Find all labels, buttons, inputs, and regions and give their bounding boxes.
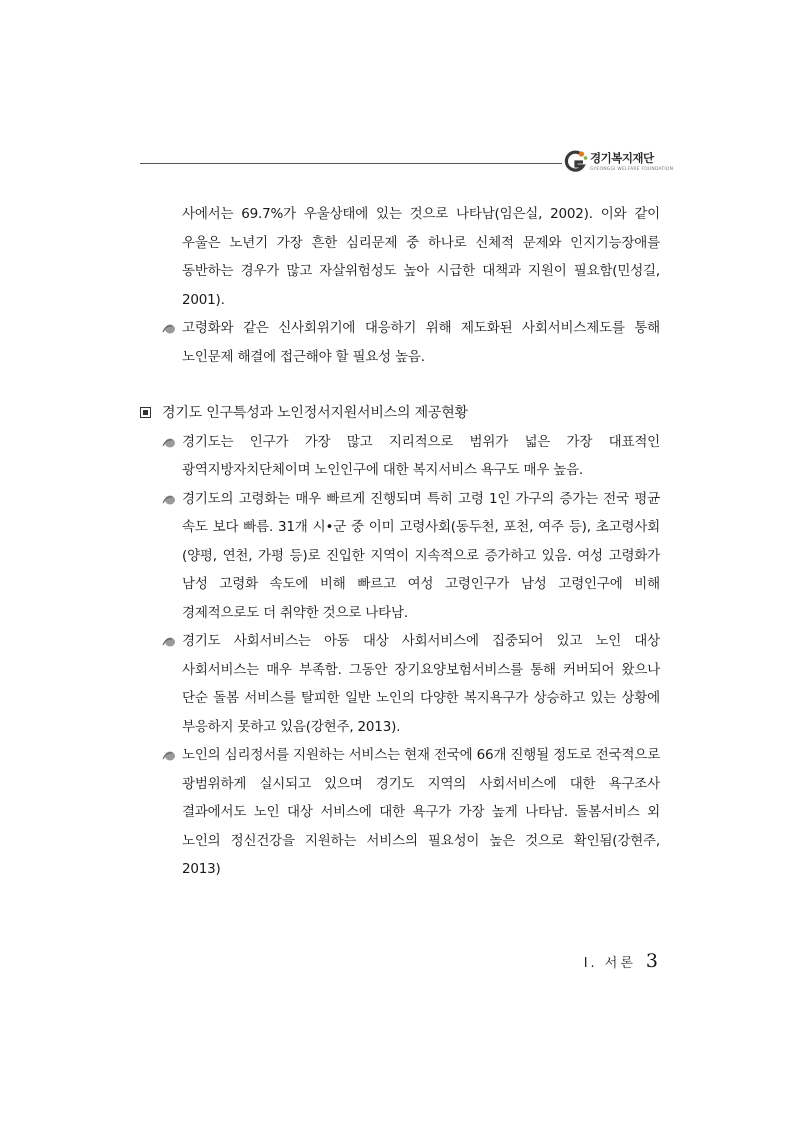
section-heading-text: 경기도 인구특성과 노인정서지원서비스의 제공현황 bbox=[162, 405, 468, 421]
bullet-icon bbox=[162, 636, 176, 648]
bullet-icon bbox=[162, 750, 176, 762]
header-rule bbox=[140, 163, 562, 164]
chapter-label: Ⅰ. 서론 bbox=[583, 956, 636, 971]
list-item-text: 경기도는 인구가 가장 많고 지리적으로 범위가 넓은 가장 대표적인 광역지방자치단체이며 노인인구에 대한 복지서비스 욕구도 매우 높음. bbox=[182, 433, 660, 478]
bullet-icon bbox=[162, 494, 176, 506]
list-item bbox=[140, 314, 660, 371]
square-bullet-icon bbox=[140, 407, 151, 418]
logo-text: 경기복지재단 bbox=[590, 151, 654, 165]
logo-subtext: GYEONGGI WELFARE FOUNDATION bbox=[590, 167, 674, 172]
list-item-text: 경기도 사회서비스는 아동 대상 사회서비스에 집중되어 있고 노인 대상 사회서비스는 매우 부족함. 그동안 장기요양보험서비스를 통해 커버되어 왔으나 단순 돌봄 서비스를 탈피한 일반 노인의 다양한 복지욕구가 상승하고 있는 상황에 부응하지 못하고 있음(강현주, 2013). bbox=[182, 633, 660, 735]
bullet-icon bbox=[162, 437, 176, 449]
list-item bbox=[140, 485, 660, 628]
intro-paragraph: 사에서는 69.7%가 우울상태에 있는 것으로 나타남(임은실, 2002). 이와 같이 우울은 노년기 가장 흔한 심리문제 중 하나로 신체적 문제와 인지기능장애를 동반하는 경우가 많고 자살위험성도 높아 시급한 대책과 지원이 필요함(민성길, 2001). bbox=[182, 206, 660, 308]
list-item bbox=[140, 627, 660, 741]
foundation-logo bbox=[562, 149, 674, 177]
section-heading bbox=[140, 399, 660, 428]
list-item-text: 고령화와 같은 신사회위기에 대응하기 위해 제도화된 사회서비스제도를 통해 노인문제 해결에 접근해야 할 필요성 높음. bbox=[182, 320, 660, 365]
bullet-icon bbox=[162, 323, 176, 335]
list-item bbox=[140, 741, 660, 884]
list-item bbox=[140, 428, 660, 485]
page-number: 3 bbox=[645, 950, 658, 972]
list-item-text: 경기도의 고령화는 매우 빠르게 진행되며 특히 고령 1인 가구의 증가는 전국 평균 속도 보다 빠름. 31개 시•군 중 이미 고령사회(동두천, 포천, 여주 등), 초고령사회(양평, 연천, 가평 등)로 진입한 지역이 지속적으로 증가하고 있음. 여성 고령화가 남성 고령화 속도에 비해 빠르고 여성 고령인구가 남성 고령인구에 비해 경제적으로도 더 취약한 것으로 나타남. bbox=[182, 490, 660, 621]
foundation-logo-icon bbox=[562, 149, 588, 175]
page-footer bbox=[584, 950, 658, 972]
list-item-text: 노인의 심리정서를 지원하는 서비스는 현재 전국에 66개 진행될 정도로 전국적으로 광범위하게 실시되고 있으며 경기도 지역의 사회서비스에 대한 욕구조사 결과에서도 노인 대상 서비스에 대한 욕구가 가장 높게 나타남. 돌봄서비스 외 노인의 정신건강을 지원하는 서비스의 필요성이 높은 것으로 확인됨(강현주, 2013) bbox=[182, 747, 660, 877]
page-body bbox=[140, 200, 660, 884]
